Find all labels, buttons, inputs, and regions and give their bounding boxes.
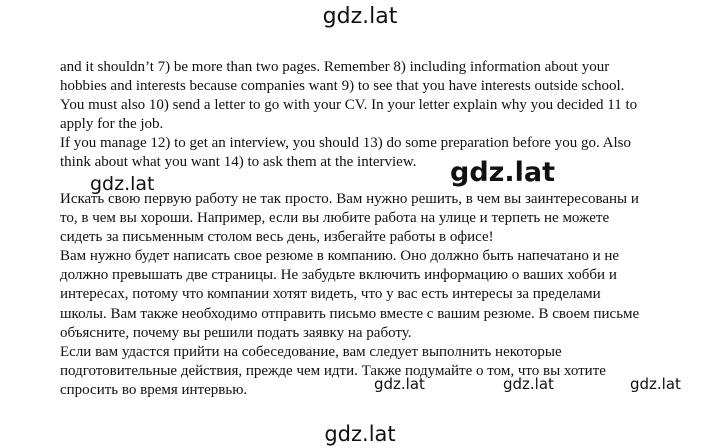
watermark-bottom: gdz.lat: [324, 422, 396, 446]
russian-text-block: [60, 190, 710, 400]
text-line: должно превышать две страницы. Не забудьте включить информацию о ваших хобби и: [60, 267, 617, 284]
text-line: подготовительные действия, прежде чем идти. Также подумайте о том, что вы хотите: [60, 362, 606, 379]
text-line: интересах, потому что компании хотят видеть, что у вас есть интересы за пределами: [60, 286, 601, 303]
text-line: спросить во время интервью.: [60, 381, 248, 398]
text-line: Вам нужно будет написать свое резюме в компанию. Оно должно быть напечатано и не: [60, 248, 620, 265]
watermark-small: gdz.lat: [374, 375, 425, 393]
watermark-small: gdz.lat: [503, 375, 554, 393]
watermark-left: gdz.lat: [90, 173, 155, 195]
text-line: то, в чем вы хороши. Например, если вы любите работа на улице и терпеть не можете: [60, 210, 610, 227]
english-text-block: [60, 58, 710, 173]
text-line: If you manage 12) to get an interview, you should 13) do some preparation before you go. Also: [60, 135, 631, 152]
text-line: объясните, почему вы решили подать заявку на работу.: [60, 324, 412, 341]
text-line: школы. Вам также необходимо отправить письмо вместе с вашим резюме. В своем письме: [60, 305, 640, 322]
text-line: You must also 10) send a letter to go with your CV. In your letter explain why you decided 11 to: [60, 97, 638, 114]
watermark-center: gdz.lat: [450, 157, 556, 188]
text-line: apply for the job.: [60, 116, 164, 133]
text-line: hobbies and interests because companies want 9) to see that you have interests outside school.: [60, 78, 625, 95]
text-line: Искать свою первую работу не так просто. Вам нужно решить, в чем вы заинтересованы и: [60, 191, 639, 207]
text-line: think about what you want 14) to ask them at the interview.: [60, 154, 417, 171]
watermark-top: gdz.lat: [322, 4, 398, 29]
text-line: and it shouldn’t 7) be more than two pages. Remember 8) including information about your: [60, 59, 610, 75]
watermark-small: gdz.lat: [630, 375, 681, 393]
text-line: сидеть за письменным столом весь день, избегайте работы в офисе!: [60, 229, 494, 246]
text-line: Если вам удастся прийти на собеседование, вам следует выполнить некоторые: [60, 343, 562, 360]
